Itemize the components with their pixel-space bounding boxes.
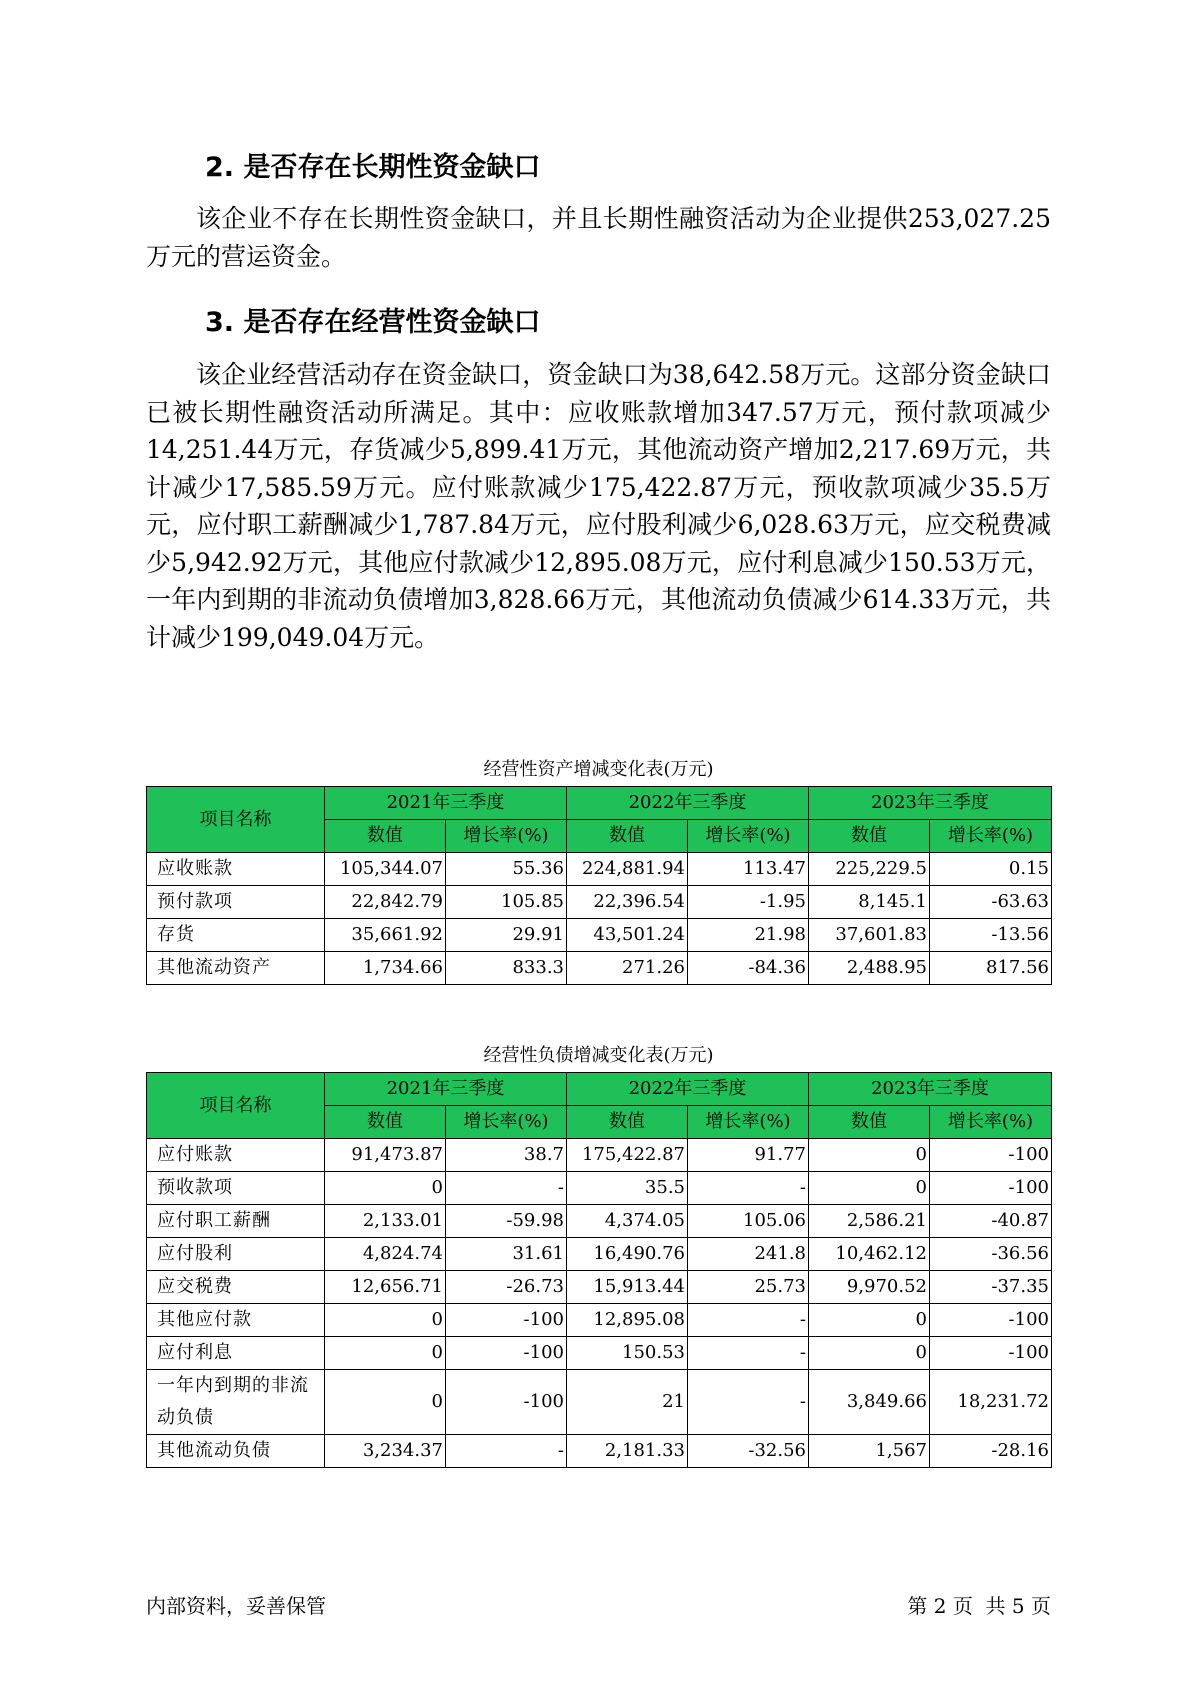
cell-growth-rate: -59.98 [446,1205,567,1238]
table-1-caption: 经营性资产增减变化表(万元) [483,759,714,780]
header-value: 数值 [567,820,688,853]
table-row [147,1435,1052,1468]
cell-growth-rate: 105.06 [688,1205,809,1238]
table-row [147,1271,1052,1304]
cell-growth-rate: 817.56 [930,952,1052,985]
row-item-name: 存货 [147,919,325,952]
cell-value: 0 [809,1304,930,1337]
cell-growth-rate: 241.8 [688,1238,809,1271]
cell-value: 12,895.08 [567,1304,688,1337]
cell-value: 4,374.05 [567,1205,688,1238]
header-period: 2023年三季度 [809,787,1052,820]
row-item-name: 其他流动资产 [147,952,325,985]
row-item-name: 应付职工薪酬 [147,1205,325,1238]
footer-confidential-note: 内部资料，妥善保管 [146,1594,326,1618]
cell-growth-rate: 21.98 [688,919,809,952]
operating-assets-table [146,786,1052,985]
header-period: 2022年三季度 [567,1073,809,1106]
cell-value: 35.5 [567,1172,688,1205]
cell-value: 150.53 [567,1337,688,1370]
cell-value: 37,601.83 [809,919,930,952]
footer-page-number: 第 2 页 共 5 页 [907,1594,1051,1618]
header-value: 数值 [809,820,930,853]
cell-growth-rate: - [688,1304,809,1337]
row-item-name: 预收款项 [147,1172,325,1205]
cell-growth-rate: 18,231.72 [930,1370,1052,1435]
header-growth: 增长率(%) [930,820,1052,853]
section-3-paragraph: 该企业经营活动存在资金缺口，资金缺口为38,642.58万元。这部分资金缺口已被长期性融资活动所满足。其中：应收账款增加347.57万元，预付款项减少14,251.44万元，存货减少5,899.41万元，其他流动资产增加2,217.69万元，共计减少17,585.59万元。应付账款减少175,422.87万元，预收款项减少35.5万元，应付职工薪酬减少1,787.84万元，应付股利减少6,028.63万元，应交税费减少5,942.92万元，其他应付款减少12,895.08万元，应付利息减少150.53万元，一年内到期的非流动负债增加3,828.66万元，其他流动负债减少614.33万元，共计减少199,049.04万元。 [146,360,1051,652]
header-period: 2021年三季度 [325,1073,567,1106]
cell-growth-rate: - [688,1337,809,1370]
row-item-name: 应交税费 [147,1271,325,1304]
row-item-name: 应收账款 [147,853,325,886]
cell-growth-rate: 105.85 [446,886,567,919]
cell-growth-rate: - [688,1172,809,1205]
cell-growth-rate: -100 [446,1370,567,1435]
cell-value: 3,234.37 [325,1435,446,1468]
cell-growth-rate: 38.7 [446,1139,567,1172]
header-growth: 增长率(%) [688,820,809,853]
cell-value: 15,913.44 [567,1271,688,1304]
cell-growth-rate: 113.47 [688,853,809,886]
cell-growth-rate: - [688,1370,809,1435]
cell-value: 35,661.92 [325,919,446,952]
cell-value: 2,133.01 [325,1205,446,1238]
row-item-name: 应付股利 [147,1238,325,1271]
cell-growth-rate: -28.16 [930,1435,1052,1468]
cell-value: 91,473.87 [325,1139,446,1172]
cell-value: 175,422.87 [567,1139,688,1172]
header-item-name: 项目名称 [147,787,325,853]
table-row [147,1139,1052,1172]
cell-growth-rate: -100 [930,1337,1052,1370]
row-item-name: 其他流动负债 [147,1435,325,1468]
cell-growth-rate: 31.61 [446,1238,567,1271]
header-growth: 增长率(%) [446,820,567,853]
cell-value: 0 [325,1304,446,1337]
cell-growth-rate: -84.36 [688,952,809,985]
table-row [147,1172,1052,1205]
cell-growth-rate: 25.73 [688,1271,809,1304]
cell-value: 9,970.52 [809,1271,930,1304]
cell-value: 4,824.74 [325,1238,446,1271]
table-row [147,853,1052,886]
header-item-name: 项目名称 [147,1073,325,1139]
cell-growth-rate: -40.87 [930,1205,1052,1238]
cell-growth-rate: 91.77 [688,1139,809,1172]
header-value: 数值 [567,1106,688,1139]
cell-value: 2,488.95 [809,952,930,985]
table-row [147,1370,1052,1435]
row-item-name: 应付利息 [147,1337,325,1370]
row-item-name: 其他应付款 [147,1304,325,1337]
cell-value: 0 [809,1172,930,1205]
table-row [147,1238,1052,1271]
section-2-paragraph: 该企业不存在长期性资金缺口，并且长期性融资活动为企业提供253,027.25万元的营运资金。 [146,204,1051,271]
cell-value: 2,181.33 [567,1435,688,1468]
cell-value: 0 [809,1139,930,1172]
header-period: 2023年三季度 [809,1073,1052,1106]
header-growth: 增长率(%) [930,1106,1052,1139]
cell-growth-rate: -32.56 [688,1435,809,1468]
cell-value: 8,145.1 [809,886,930,919]
row-item-name: 一年内到期的非流动负债 [147,1370,325,1435]
cell-value: 0 [325,1172,446,1205]
header-value: 数值 [809,1106,930,1139]
cell-growth-rate: - [446,1435,567,1468]
row-item-name: 预付款项 [147,886,325,919]
header-growth: 增长率(%) [688,1106,809,1139]
table-row [147,1337,1052,1370]
cell-value: 1,567 [809,1435,930,1468]
cell-value: 0 [809,1337,930,1370]
cell-growth-rate: -36.56 [930,1238,1052,1271]
cell-growth-rate: -100 [446,1337,567,1370]
cell-value: 1,734.66 [325,952,446,985]
operating-liabilities-table [146,1072,1052,1468]
cell-value: 105,344.07 [325,853,446,886]
cell-growth-rate: -63.63 [930,886,1052,919]
cell-value: 2,586.21 [809,1205,930,1238]
cell-growth-rate: -100 [930,1304,1052,1337]
cell-growth-rate: -1.95 [688,886,809,919]
header-period: 2021年三季度 [325,787,567,820]
header-value: 数值 [325,820,446,853]
cell-growth-rate: -100 [930,1139,1052,1172]
cell-value: 16,490.76 [567,1238,688,1271]
cell-value: 0 [325,1337,446,1370]
row-item-name: 应付账款 [147,1139,325,1172]
cell-growth-rate: 55.36 [446,853,567,886]
cell-value: 10,462.12 [809,1238,930,1271]
cell-value: 3,849.66 [809,1370,930,1435]
cell-growth-rate: -26.73 [446,1271,567,1304]
header-value: 数值 [325,1106,446,1139]
table-2-caption: 经营性负债增减变化表(万元) [483,1045,714,1066]
cell-value: 224,881.94 [567,853,688,886]
table-row [147,1205,1052,1238]
section-3-heading: 3. 是否存在经营性资金缺口 [205,307,541,338]
cell-value: 21 [567,1370,688,1435]
cell-value: 12,656.71 [325,1271,446,1304]
table-row [147,952,1052,985]
cell-value: 271.26 [567,952,688,985]
table-row [147,919,1052,952]
cell-growth-rate: -100 [446,1304,567,1337]
section-2-heading: 2. 是否存在长期性资金缺口 [205,152,541,183]
cell-growth-rate: -100 [930,1172,1052,1205]
cell-value: 22,842.79 [325,886,446,919]
cell-growth-rate: -13.56 [930,919,1052,952]
cell-growth-rate: - [446,1172,567,1205]
header-period: 2022年三季度 [567,787,809,820]
table-row [147,1304,1052,1337]
cell-growth-rate: 29.91 [446,919,567,952]
cell-growth-rate: 833.3 [446,952,567,985]
cell-value: 43,501.24 [567,919,688,952]
table-row [147,886,1052,919]
cell-growth-rate: 0.15 [930,853,1052,886]
cell-value: 0 [325,1370,446,1435]
cell-value: 22,396.54 [567,886,688,919]
header-growth: 增长率(%) [446,1106,567,1139]
cell-value: 225,229.5 [809,853,930,886]
cell-growth-rate: -37.35 [930,1271,1052,1304]
